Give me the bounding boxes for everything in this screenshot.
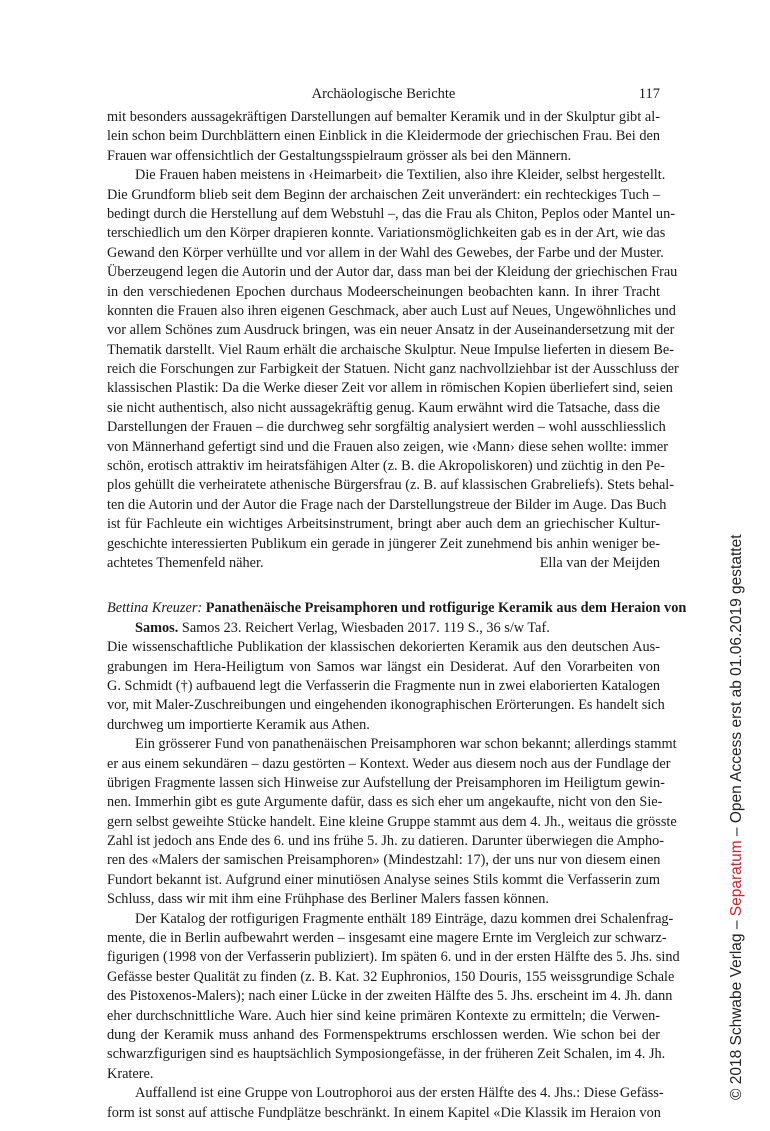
- text-line: lein schon beim Durchblättern einen Einblick in die Kleidermode der griechischen Frau. Bei den: [107, 128, 660, 145]
- text-line-row: [107, 793, 663, 812]
- section-gap: [107, 573, 660, 599]
- text-line-row: [107, 1026, 660, 1045]
- text-line-row: [107, 1007, 660, 1026]
- running-header: [107, 86, 660, 106]
- citation-line-1: [107, 599, 687, 618]
- text-line: konnten die Frauen also ihren eigenen Geschmack, aber auch Lust auf Neues, Ungewöhnliches und: [107, 302, 676, 319]
- text-line: Frauen war offensichtlich der Gestaltungsspielraum grösser als bei den Männern.: [107, 147, 572, 164]
- separatum-label: Separatum: [728, 840, 745, 917]
- text-line: des Pistoxenos-Malers); nach einer Lücke in der zweiten Hälfte des 5. Jhs. erscheint im 4. Jh. dann: [107, 988, 673, 1005]
- text-line: figurigen (1998 von der Verfasserin publiziert). Im späten 6. und in der ersten Hälfte des 5. Jhs. sind: [107, 949, 680, 966]
- text-line-row: [107, 535, 660, 554]
- open-access-text: – Open Access erst ab 01.06.2019 gestattet: [728, 534, 745, 841]
- text-line: er aus einem sekundären – dazu gestörten – Kontext. Weder aus diesem noch aus der Fundlage der: [107, 755, 671, 772]
- text-line: mit besonders aussagekräftigen Darstellungen auf bemalter Keramik und in der Skulptur gibt al-: [107, 109, 660, 125]
- text-line-row: [107, 696, 665, 715]
- text-line-row: [107, 457, 665, 476]
- signature-line: [107, 554, 660, 573]
- text-line: Die Grundform blieb seit dem Beginn der archaischen Zeit unverändert: ein rechteckiges Tuch –: [107, 186, 660, 203]
- paragraph: [107, 910, 680, 1085]
- text-line: in den verschiedenen Epochen durchaus Modeerscheinungen beobachten kann. In ihrer Tracht: [107, 283, 660, 300]
- text-line: Ein grösserer Fund von panathenäischen Preisamphoren war schon bekannt; allerdings stammt: [135, 736, 677, 753]
- text-line-row: [107, 186, 660, 205]
- text-line: achtetes Themenfeld näher.: [107, 554, 264, 571]
- text-line: schwarzfigurigen sind es hauptsächlich Symposiongefässe, in der früheren Zeit Schalen, im 4. Jh.: [107, 1046, 666, 1063]
- text-line-row: [107, 716, 660, 735]
- text-line-row: [107, 1084, 664, 1103]
- paragraph: [107, 166, 679, 573]
- text-line-row: [107, 832, 665, 851]
- text-line-row: [107, 813, 677, 832]
- text-line: form ist sonst auf attische Fundplätze beschränkt. In einem Kapitel «Die Klassik im Heraion von: [107, 1104, 661, 1121]
- text-line: durchweg um importierte Keramik aus Athen.: [107, 716, 370, 733]
- text-line: Gewand den Körper verhüllte und vor allem in der Wahl des Gewebes, der Farbe und der Muster.: [107, 244, 664, 261]
- citation-line-2: [107, 619, 660, 638]
- text-line-row: [107, 302, 676, 321]
- text-line: Kratere.: [107, 1065, 154, 1082]
- text-line: mente, die in Berlin aufbewahrt werden – insgesamt eine magere Ernte im Vergleich zur schwarz-: [107, 930, 667, 947]
- text-line-row: [107, 851, 660, 870]
- citation-author: Bettina Kreuzer:: [107, 600, 203, 617]
- text-line: terschiedlich um den Körper drapieren konnte. Variationsmöglichkeiten gab es in der Art, wie das: [107, 225, 666, 242]
- text-line-row: [107, 929, 667, 948]
- reviewer-name: Ella van der Meijden: [539, 554, 660, 571]
- text-line-row: [107, 205, 675, 224]
- text-line-row: [107, 890, 660, 909]
- text-column: [107, 108, 687, 1123]
- text-line: Schluss, dass wir mit ihm eine Frühphase des Berliner Malers fassen können.: [107, 891, 549, 908]
- text-line: von Männerhand gefertigt sind und die Frauen also zeigen, wie ‹Mann› diese sehen wollte: immer: [107, 438, 668, 455]
- text-line-row: [107, 341, 675, 360]
- text-line-row: [107, 515, 660, 534]
- paragraph: [107, 1084, 664, 1123]
- text-line: geschichte interessierten Publikum ein gerade in jüngerer Zeit zunehmend bis anhin weniger be-: [107, 535, 660, 552]
- text-line: Der Katalog der rotfigurigen Fragmente enthält 189 Einträge, dazu kommen drei Schalenfrag-: [135, 910, 674, 927]
- citation-title-2: Samos.: [135, 619, 179, 636]
- text-line-row: [107, 379, 673, 398]
- text-line-row: [107, 658, 660, 677]
- paragraph: [107, 638, 665, 735]
- text-line: ten die Autorin und der Autor die Frage nach der Darstellungstreue der Bilder im Auge. Das Buch: [107, 496, 667, 513]
- text-line-row: [107, 987, 673, 1006]
- copyright-text: © 2018 Schwabe Verlag –: [728, 916, 745, 1100]
- text-line-row: [107, 735, 677, 754]
- text-line: nen. Immerhin gibt es gute Argumente dafür, dass es sich eher um angekaufte, nicht von den Sie-: [107, 794, 663, 811]
- text-line: bedingt durch die Herstellung auf dem Webstuhl –, das die Frau als Chiton, Peplos oder Mantel un-: [107, 205, 675, 222]
- text-line: Fundort bekannt ist. Aufgrund einer minutiösen Analyse seines Stils kommt die Verfasserin zum: [107, 871, 660, 888]
- text-line-row: [107, 871, 660, 890]
- text-line: Auffallend ist eine Gruppe von Loutrophoroi aus der ersten Hälfte des 4. Jhs.: Diese Gefäss-: [135, 1085, 664, 1102]
- text-line-row: [107, 774, 665, 793]
- review-ella-van-der-meijden: [107, 108, 679, 573]
- paragraph: [107, 108, 660, 166]
- text-line: Zahl ist jedoch ans Ende des 6. und ins frühe 5. Jh. zu datieren. Darunter überwiegen die Ampho-: [107, 833, 665, 850]
- citation-details: Samos 23. Reichert Verlag, Wiesbaden 2017. 119 S., 36 s/w Taf.: [181, 619, 550, 636]
- text-line-row: [107, 244, 664, 263]
- text-line: sie nicht authentisch, also nicht aussagekräftig genug. Kaum erwähnt wird die Tatsache, dass die: [107, 399, 660, 416]
- text-line: grabungen im Hera-Heiligtum von Samos war längst ein Desiderat. Auf den Vorarbeiten von: [107, 658, 660, 675]
- text-line: Überzeugend legen die Autorin und der Autor dar, dass man bei der Kleidung der griechischen Frau: [107, 264, 678, 281]
- text-line-row: [107, 476, 675, 495]
- text-line-row: [107, 910, 674, 929]
- text-line: G. Schmidt (†) aufbauend legt die Verfasserin die Fragmente nun in zwei elaborierten Katalogen: [107, 677, 660, 694]
- text-line-row: [107, 224, 666, 243]
- text-line: Gefässe bester Qualität zu finden (z. B. Kat. 32 Euphronios, 150 Douris, 155 weissgrundige Schale: [107, 968, 675, 985]
- copyright-notice: [728, 534, 746, 1100]
- text-line-row: [107, 968, 675, 987]
- text-line-row: [107, 360, 679, 379]
- text-line: klassischen Plastik: Da die Werke dieser Zeit vor allem in römischen Kopien überliefert sind, seien: [107, 380, 673, 397]
- text-line-row: [107, 1045, 666, 1064]
- text-line-row: [107, 948, 680, 967]
- text-line: ren des «Malers der samischen Preisamphoren» (Mindestzahl: 17), der uns nur von diesem einen: [107, 852, 661, 869]
- text-line-row: [107, 755, 671, 774]
- text-line: reich die Forschungen zur Farbigkeit der Statuen. Nicht ganz nachvollziehbar ist der Ausschluss der: [107, 361, 679, 378]
- text-line-row: [107, 399, 660, 418]
- text-line-row: [107, 108, 660, 127]
- text-line-row: [107, 677, 660, 696]
- text-line: vor, mit Maler-Zuschreibungen und eingehenden ikonographischen Erörterungen. Es handelt sich: [107, 697, 665, 714]
- text-line-row: [107, 166, 666, 185]
- text-line-row: [107, 1065, 660, 1084]
- text-line-row: [107, 263, 678, 282]
- text-line-row: [107, 638, 660, 657]
- running-title: Archäologische Berichte: [311, 86, 456, 102]
- page-number: 117: [638, 86, 660, 102]
- text-line-row: [107, 496, 667, 515]
- review-kreuzer: [107, 599, 687, 1123]
- paragraph: [107, 735, 677, 910]
- citation-title-1: Panathenäische Preisamphoren und rotfigurige Keramik aus dem Heraion von: [205, 600, 687, 617]
- text-line: schön, erotisch attraktiv im heiratsfähigen Alter (z. B. die Akropoliskoren) und züchtig in den Pe-: [107, 458, 665, 475]
- text-line-row: [107, 438, 668, 457]
- text-line: plos gehüllt die verheiratete athenische Bürgersfrau (z. B. auf klassischen Grabreliefs). Stets behal-: [107, 477, 675, 494]
- text-line-row: [107, 127, 660, 146]
- text-line: übrigen Fragmente lassen sich Hinweise zur Aufstellung der Preisamphoren im Heiligtum gewin-: [107, 774, 665, 791]
- text-line-row: [107, 1104, 660, 1123]
- text-line: dung der Keramik muss anhand des Formenspektrums erschlossen werden. Wie schon bei der: [107, 1026, 660, 1043]
- text-line: eher durchschnittliche Ware. Auch hier sind keine primären Kontexte zu ermitteln; die Verwen-: [107, 1007, 660, 1024]
- text-line-row: [107, 321, 675, 340]
- text-line-row: [107, 283, 660, 302]
- text-line-row: [107, 147, 660, 166]
- text-line: Thematik darstellt. Viel Raum erhält die archaische Skulptur. Neue Impulse lieferten in diesem Be-: [107, 341, 675, 358]
- text-line: Darstellungen der Frauen – die durchweg sehr sorgfältig analysiert werden – wohl ausschliesslich: [107, 419, 666, 436]
- text-line-row: [107, 418, 666, 437]
- text-line: gern selbst geweihte Stücke handelt. Eine kleine Gruppe stammt aus dem 4. Jh., weitaus die grösste: [107, 813, 677, 830]
- text-line: Die Frauen haben meistens in ‹Heimarbeit› die Textilien, also ihre Kleider, selbst hergestellt.: [135, 167, 666, 184]
- text-line: ist für Fachleute ein wichtiges Arbeitsinstrument, bringt aber auch dem an griechischer Kultur-: [107, 516, 660, 533]
- text-line: vor allem Schönes zum Ausdruck bringen, was ein neuer Ansatz in der Auseinandersetzung mit der: [107, 322, 675, 339]
- text-line: Die wissenschaftliche Publikation der klassischen dekorierten Keramik aus den deutschen Aus-: [107, 639, 660, 656]
